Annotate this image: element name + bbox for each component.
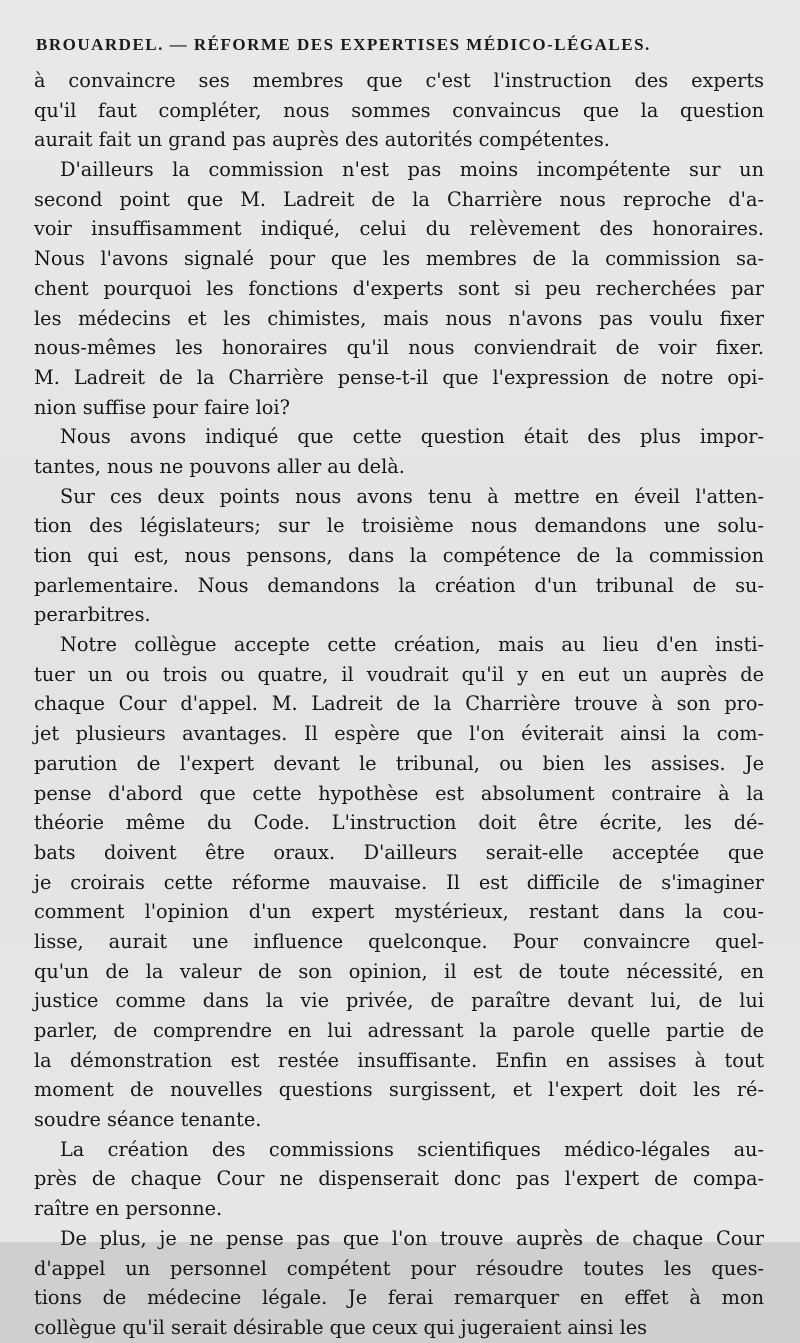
text-line: nion suffise pour faire loi?: [34, 395, 290, 419]
paragraph: [34, 630, 764, 1135]
text-line: parler, de comprendre en lui adressant la parole quelle partie de: [34, 1019, 764, 1042]
text-line: Nous avons indiqué que cette question était des plus impor-: [60, 425, 764, 449]
text-line: collègue qu'il serait désirable que ceux qui jugeraient ainsi les: [34, 1315, 648, 1339]
text-line: Notre collègue accepte cette création, mais au lieu d'en insti-: [60, 633, 764, 657]
text-line: raître en personne.: [34, 1197, 223, 1221]
running-head: BROUARDEL. — RÉFORME DES EXPERTISES MÉDICO-LÉGALES.: [36, 35, 651, 54]
text-line: d'appel un personnel compétent pour résoudre toutes les ques-: [34, 1256, 764, 1280]
text-line: perarbitres.: [34, 603, 151, 627]
paragraph: [34, 482, 764, 630]
text-line: je croirais cette réforme mauvaise. Il est difficile de s'imaginer: [34, 870, 764, 894]
text-line: D'ailleurs la commission n'est pas moins incompétente sur un: [60, 158, 764, 182]
text-line: M. Ladreit de la Charrière pense-t-il que l'expression de notre opi-: [34, 365, 764, 389]
text-line: comment l'opinion d'un expert mystérieux, restant dans la cou-: [34, 900, 764, 924]
text-line: théorie même du Code. L'instruction doit être écrite, les dé-: [34, 811, 764, 835]
text-line: chaque Cour d'appel. M. Ladreit de la Charrière trouve à son pro-: [34, 692, 764, 716]
text-line: près de chaque Cour ne dispenserait donc pas l'expert de compa-: [34, 1167, 764, 1191]
paragraph: [34, 66, 764, 155]
text-line: tion qui est, nous pensons, dans la compétence de la commission: [34, 544, 764, 567]
paragraph: [34, 155, 764, 422]
text-line: De plus, je ne pense pas que l'on trouve auprès de chaque Cour: [60, 1226, 764, 1250]
text-line: lisse, aurait une influence quelconque. Pour convaincre quel-: [34, 929, 764, 953]
text-line: voir insuffisamment indiqué, celui du relèvement des honoraires.: [34, 217, 764, 241]
text-line: qu'il faut compléter, nous sommes convaincus que la question: [34, 98, 764, 122]
text-line: Sur ces deux points nous avons tenu à mettre en éveil l'atten-: [60, 484, 764, 508]
paragraph: [34, 1135, 764, 1224]
text-line: pense d'abord que cette hypothèse est absolument contraire à la: [34, 781, 764, 805]
text-line: tuer un ou trois ou quatre, il voudrait qu'il y en eut un auprès de: [34, 662, 764, 686]
text-line: bats doivent être oraux. D'ailleurs serait-elle acceptée que: [34, 840, 764, 864]
text-line: justice comme dans la vie privée, de paraître devant lui, de lui: [34, 989, 764, 1013]
text-line: moment de nouvelles questions surgissent, et l'expert doit les ré-: [34, 1078, 764, 1102]
text-line: tions de médecine légale. Je ferai remarquer en effet à mon: [34, 1286, 764, 1310]
paragraph: [34, 422, 764, 481]
text-line: Nous l'avons signalé pour que les membres de la commission sa-: [34, 247, 764, 271]
text-line: la démonstration est restée insuffisante. Enfin en assises à tout: [34, 1048, 764, 1072]
text-line: La création des commissions scientifiques médico-légales au-: [60, 1137, 764, 1161]
text-line: aurait fait un grand pas auprès des autorités compétentes.: [34, 128, 610, 152]
text-line: jet plusieurs avantages. Il espère que l'on éviterait ainsi la com-: [34, 722, 764, 746]
text-line: nous-mêmes les honoraires qu'il nous conviendrait de voir fixer.: [34, 336, 764, 360]
text-line: tantes, nous ne pouvons aller au delà.: [34, 454, 405, 478]
text-line: parlementaire. Nous demandons la création d'un tribunal de su-: [34, 573, 764, 597]
text-line: tion des législateurs; sur le troisième nous demandons une solu-: [34, 514, 764, 538]
paragraph: [34, 1224, 764, 1343]
text-line: second point que M. Ladreit de la Charrière nous reproche d'a-: [34, 187, 764, 211]
text-line: qu'un de la valeur de son opinion, il est de toute nécessité, en: [34, 959, 764, 983]
text-line: les médecins et les chimistes, mais nous n'avons pas voulu fixer: [34, 306, 764, 330]
text-line: soudre séance tenante.: [34, 1108, 262, 1132]
body-text: [34, 66, 764, 1343]
text-line: chent pourquoi les fonctions d'experts sont si peu recherchées par: [34, 276, 764, 300]
text-line: parution de l'expert devant le tribunal, ou bien les assises. Je: [34, 751, 764, 775]
text-line: à convaincre ses membres que c'est l'instruction des experts: [34, 69, 764, 92]
